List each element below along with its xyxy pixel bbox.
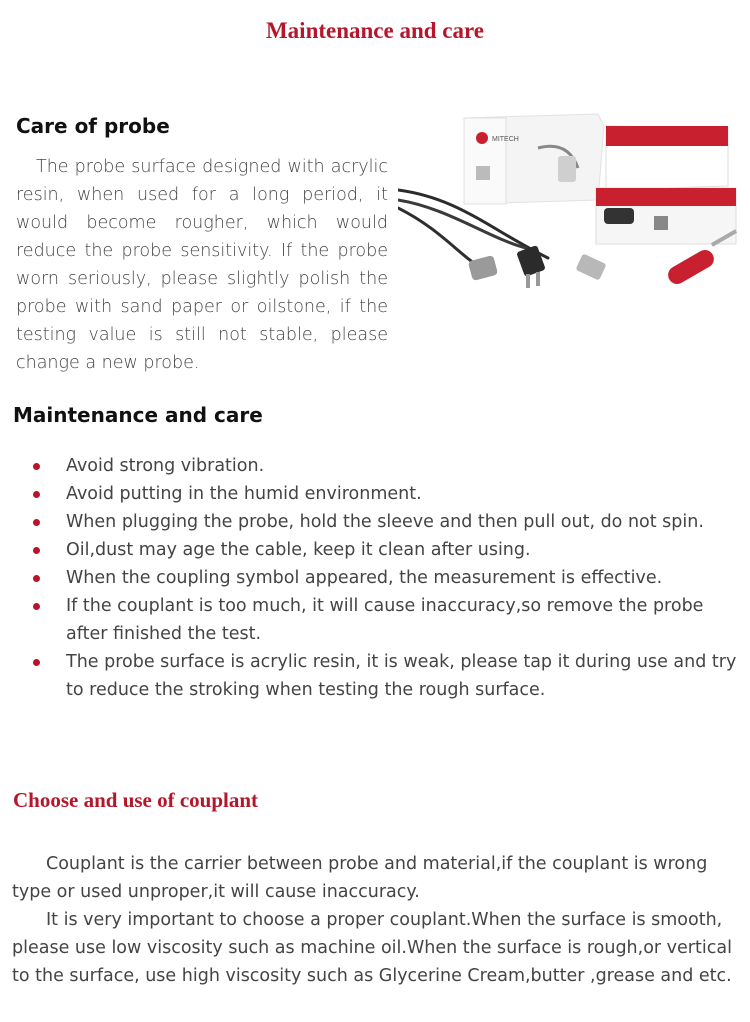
list-item bbox=[0, 564, 745, 592]
list-item-text: When the coupling symbol appeared, the measurement is effective. bbox=[66, 568, 663, 588]
list-item-text: Avoid strong vibration. bbox=[66, 456, 265, 476]
bullet-icon bbox=[33, 519, 40, 526]
list-item bbox=[0, 536, 745, 564]
couplant-paragraph: It is very important to choose a proper couplant.When the surface is smooth, please use low viscosity such as machine oil.When the surface is rough,or vertical to the surface, use high viscosity such as Glycerine Cream,butter ,grease and etc. bbox=[12, 910, 732, 986]
maintenance-heading: Maintenance and care bbox=[13, 403, 263, 427]
probe-product-image bbox=[398, 108, 750, 303]
product-box-back bbox=[464, 114, 604, 204]
list-item bbox=[0, 480, 745, 508]
product-box-right bbox=[596, 126, 736, 244]
bullet-icon bbox=[33, 603, 40, 610]
care-of-probe-text: The probe surface designed with acrylic resin, when used for a long period, it would become rougher, which would reduce the probe sensitivity. If the probe worn seriously, please slightly polish the probe with sand paper or oilstone, if the testing value is still not stable, please change a new probe. bbox=[16, 157, 388, 373]
bullet-icon bbox=[33, 575, 40, 582]
bullet-icon bbox=[33, 463, 40, 470]
list-item-text: The probe surface is acrylic resin, it is weak, please tap it during use and try to reduce the stroking when testing the rough surface. bbox=[66, 652, 737, 700]
couplant-text bbox=[12, 850, 740, 990]
bullet-icon bbox=[33, 547, 40, 554]
bullet-icon bbox=[33, 491, 40, 498]
probe-heads bbox=[468, 245, 607, 288]
bullet-icon bbox=[33, 659, 40, 666]
brand-logo-text: MITECH bbox=[492, 136, 519, 143]
list-item-text: When plugging the probe, hold the sleeve and then pull out, do not spin. bbox=[66, 512, 704, 532]
couplant-heading: Choose and use of couplant bbox=[13, 788, 259, 812]
list-item bbox=[0, 592, 745, 648]
care-of-probe-heading: Care of probe bbox=[16, 114, 170, 138]
page-title: Maintenance and care bbox=[265, 18, 485, 43]
list-item bbox=[0, 452, 745, 480]
maintenance-list bbox=[0, 452, 745, 704]
list-item-text: Avoid putting in the humid environment. bbox=[66, 484, 422, 504]
list-item-text: Oil,dust may age the cable, keep it clean after using. bbox=[66, 540, 531, 560]
list-item bbox=[0, 508, 745, 536]
list-item-text: If the couplant is too much, it will cause inaccuracy,so remove the probe after finished the test. bbox=[66, 596, 704, 644]
couplant-paragraph: Couplant is the carrier between probe and material,if the couplant is wrong type or used unproper,it will cause inaccuracy. bbox=[12, 854, 708, 902]
list-item bbox=[0, 648, 745, 704]
